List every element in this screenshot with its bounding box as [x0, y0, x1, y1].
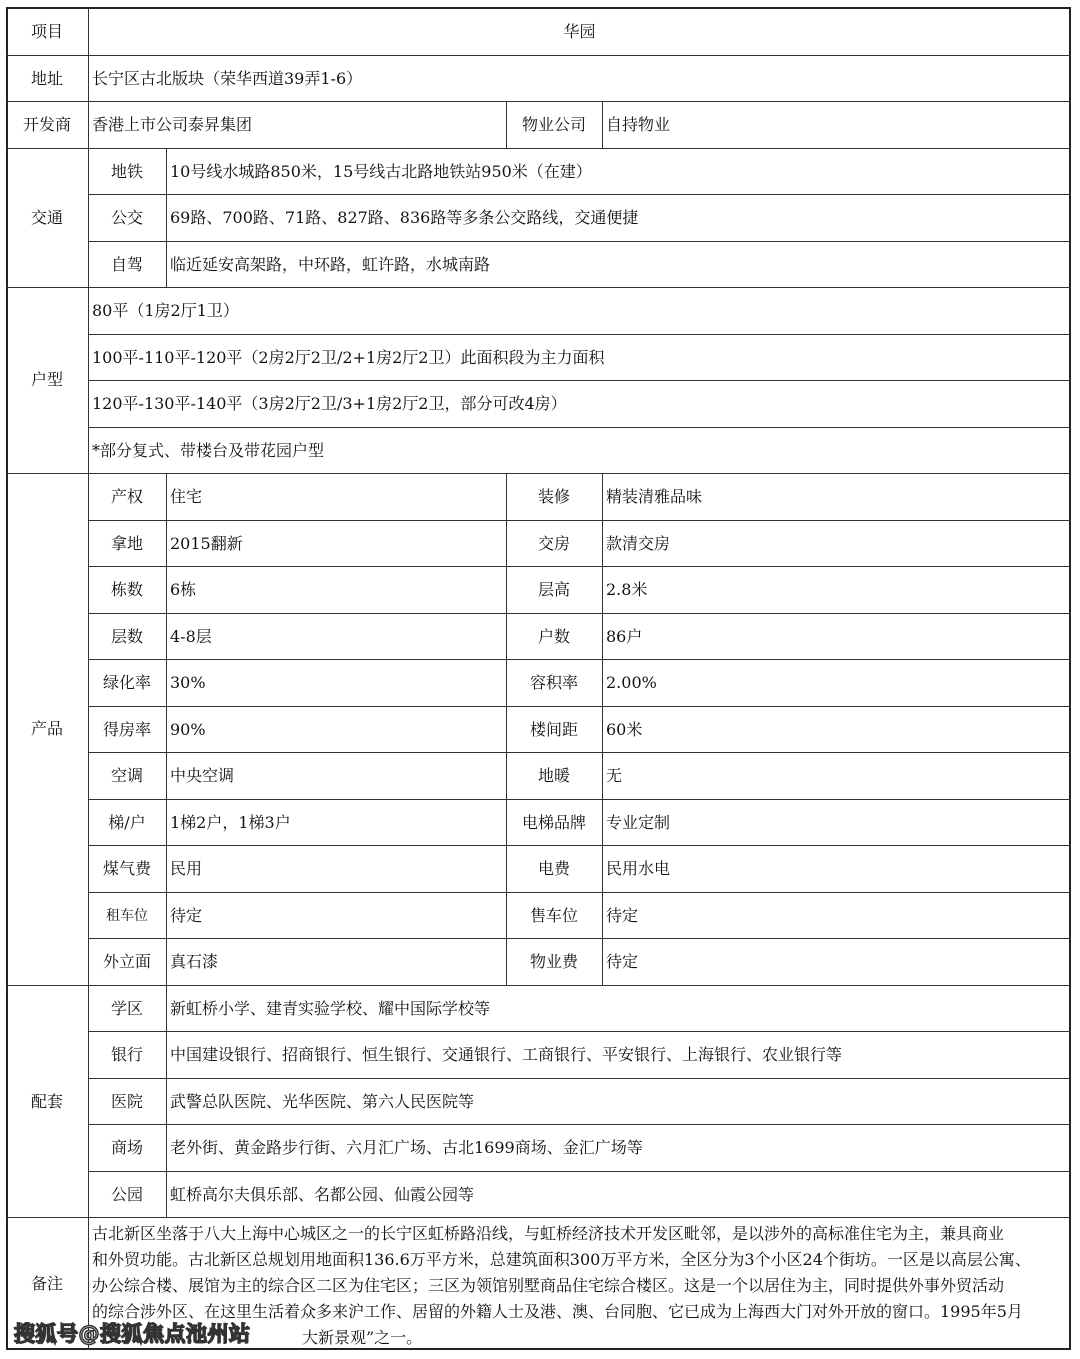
property-company-value: 自持物业 — [606, 114, 671, 134]
product-key: 装修 — [537, 486, 570, 506]
product-value: 2.00% — [606, 672, 657, 692]
product-value: 6栋 — [170, 579, 197, 599]
product-value: 1梯2户，1梯3户 — [170, 812, 291, 832]
product-value: 精装清雅品味 — [606, 486, 703, 506]
product-value: 无 — [606, 765, 623, 785]
product-key: 煤气费 — [102, 858, 151, 878]
product-value: 待定 — [606, 905, 639, 925]
product-key: 产权 — [110, 486, 143, 506]
product-key: 交房 — [537, 533, 570, 553]
product-value: 待定 — [170, 905, 203, 925]
facility-key: 医院 — [110, 1091, 143, 1111]
remarks-label: 备注 — [30, 1273, 63, 1293]
product-label: 产品 — [30, 719, 63, 738]
product-key: 容积率 — [529, 672, 578, 692]
product-key: 拿地 — [110, 533, 143, 553]
facility-value: 中国建设银行、招商银行、恒生银行、交通银行、工商银行、平安银行、上海银行、农业银行等 — [170, 1044, 843, 1064]
product-value: 款清交房 — [606, 533, 671, 553]
remarks-line: 大新景观”之一。 — [302, 1328, 423, 1347]
watermark: 搜狐号@搜狐焦点池州站 — [14, 1322, 251, 1346]
product-value: 60米 — [606, 719, 643, 739]
property-company-label: 物业公司 — [521, 114, 586, 134]
product-value: 86户 — [606, 626, 643, 646]
remarks-line: 古北新区坐落于八大上海中心城区之一的长宁区虹桥路沿线，与虹桥经济技术开发区毗邻，是以涉外的高标准住宅为主，兼具商业 — [92, 1224, 1005, 1243]
product-key: 空调 — [110, 765, 143, 785]
product-key: 绿化率 — [102, 672, 151, 692]
unit-type-row: 80平（1房2厅1卫） — [92, 300, 239, 320]
traffic-key: 公交 — [110, 207, 143, 227]
developer-label: 开发商 — [22, 114, 71, 134]
product-key: 层数 — [110, 626, 143, 646]
traffic-value: 临近延安高架路，中环路，虹许路，水城南路 — [170, 254, 491, 274]
facility-key: 学区 — [110, 998, 143, 1018]
product-value: 90% — [170, 719, 206, 739]
product-value: 4-8层 — [170, 626, 212, 646]
product-key: 外立面 — [102, 951, 151, 971]
facilities-label: 配套 — [30, 1091, 63, 1111]
product-key: 户数 — [537, 626, 570, 646]
product-key: 栋数 — [110, 579, 143, 599]
address-value: 长宁区古北版块（荣华西道39弄1-6） — [92, 68, 363, 88]
facility-value: 武警总队医院、光华医院、第六人民医院等 — [170, 1091, 475, 1111]
product-key: 物业费 — [529, 951, 578, 971]
facility-value: 新虹桥小学、建青实验学校、耀中国际学校等 — [170, 998, 491, 1018]
facility-value: 虹桥高尔夫俱乐部、名都公园、仙霞公园等 — [170, 1184, 475, 1204]
product-value: 真石漆 — [170, 951, 219, 971]
remarks-line: 和外贸功能。古北新区总规划用地面积136.6万平方米，总建筑面积300万平方米，全区分为3个小区24个街坊。一区是以高层公寓、 — [92, 1250, 1031, 1269]
product-key: 楼间距 — [529, 719, 578, 739]
product-value: 30% — [170, 672, 206, 692]
traffic-label: 交通 — [30, 208, 63, 227]
developer-value: 香港上市公司泰昇集团 — [92, 114, 253, 134]
product-value: 民用水电 — [606, 858, 671, 878]
product-key: 得房率 — [102, 719, 151, 739]
traffic-key: 自驾 — [110, 254, 143, 274]
product-key: 电费 — [537, 858, 570, 878]
header-label: 项目 — [30, 21, 63, 41]
product-key: 层高 — [537, 579, 570, 599]
remarks-line: 办公综合楼、展馆为主的综合区二区为住宅区；三区为领馆别墅商品住宅综合楼区。这是一个以居住为主，同时提供外事外贸活动 — [92, 1276, 1005, 1295]
product-key: 电梯品牌 — [521, 812, 586, 832]
project-name: 华园 — [563, 21, 596, 41]
traffic-value: 10号线水城路850米，15号线古北路地铁站950米（在建） — [170, 161, 592, 181]
product-value: 2.8米 — [606, 579, 648, 599]
product-value: 住宅 — [170, 486, 203, 506]
traffic-key: 地铁 — [110, 161, 143, 181]
facility-key: 银行 — [110, 1044, 143, 1064]
product-key: 租车位 — [106, 907, 148, 924]
facility-key: 商场 — [110, 1137, 143, 1157]
product-value: 2015翻新 — [170, 533, 243, 553]
product-key: 售车位 — [529, 905, 578, 925]
product-key: 梯/户 — [108, 812, 146, 832]
facility-value: 老外街、黄金路步行街、六月汇广场、古北1699商场、金汇广场等 — [170, 1137, 643, 1157]
product-value: 民用 — [170, 858, 203, 878]
product-value: 待定 — [606, 951, 639, 971]
facility-key: 公园 — [110, 1184, 143, 1204]
traffic-value: 69路、700路、71路、827路、836路等多条公交路线，交通便捷 — [170, 207, 639, 227]
product-key: 地暖 — [537, 765, 570, 785]
unit-type-row: 100平-110平-120平（2房2厅2卫/2+1房2厅2卫）此面积段为主力面积 — [92, 347, 605, 367]
unit-type-row: 120平-130平-140平（3房2厅2卫/3+1房2厅2卫，部分可改4房） — [92, 393, 567, 413]
remarks-line: 的综合涉外区、在这里生活着众多来沪工作、居留的外籍人士及港、澳、台同胞、它已成为上海西大门对外开放的窗口。1995年5月 — [92, 1302, 1023, 1321]
product-value: 专业定制 — [606, 812, 671, 832]
product-value: 中央空调 — [170, 765, 235, 785]
units-label: 户型 — [30, 370, 63, 389]
address-label: 地址 — [30, 68, 63, 88]
unit-type-row: *部分复式、带楼台及带花园户型 — [92, 440, 325, 460]
